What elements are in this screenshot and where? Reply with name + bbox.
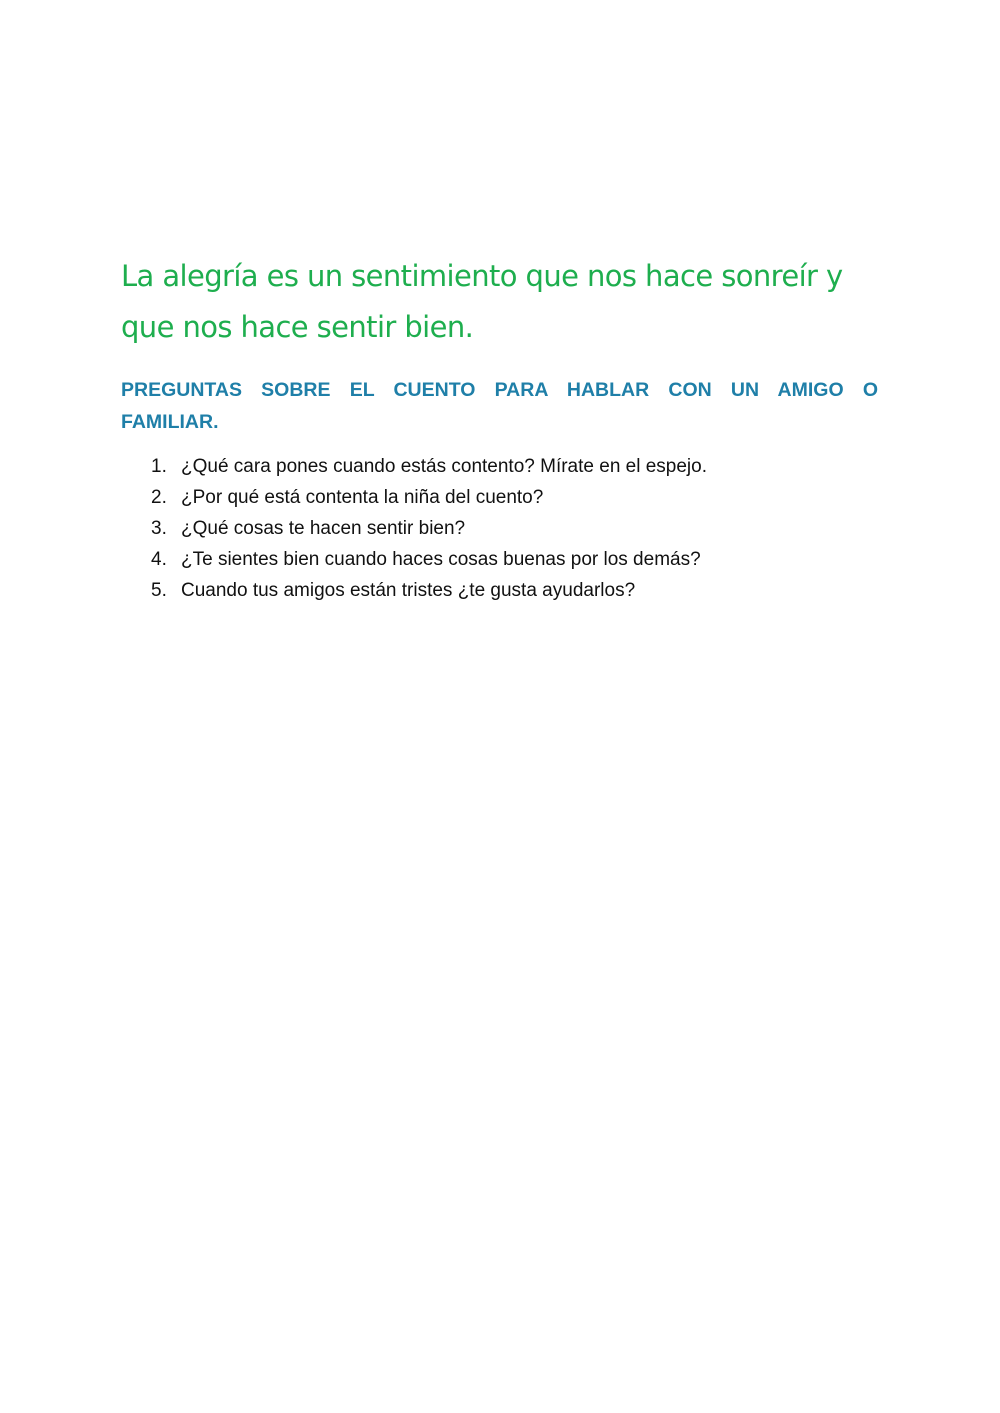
question-item — [151, 575, 878, 606]
question-number: 2. — [151, 487, 167, 508]
question-number: 4. — [151, 549, 167, 570]
question-text: ¿Qué cosas te hacen sentir bien? — [181, 518, 466, 539]
questions-list — [121, 451, 878, 606]
question-item — [151, 544, 878, 575]
worksheet-content — [121, 251, 878, 606]
question-number: 3. — [151, 518, 167, 539]
question-number: 1. — [151, 456, 167, 477]
question-text: ¿Por qué está contenta la niña del cuento? — [181, 487, 544, 508]
question-item — [151, 482, 878, 513]
intro-statement: La alegría es un sentimiento que nos hace sonreír y que nos hace sentir bien. — [121, 259, 843, 344]
questions-heading: PREGUNTAS SOBRE EL CUENTO PARA HABLAR CON UN AMIGO O FAMILIAR. — [121, 379, 878, 433]
question-text: ¿Te sientes bien cuando haces cosas buenas por los demás? — [181, 549, 701, 570]
question-item — [151, 451, 878, 482]
question-text: ¿Qué cara pones cuando estás contento? Mírate en el espejo. — [181, 456, 707, 477]
question-text: Cuando tus amigos están tristes ¿te gusta ayudarlos? — [181, 580, 636, 601]
question-number: 5. — [151, 580, 167, 601]
question-item — [151, 513, 878, 544]
